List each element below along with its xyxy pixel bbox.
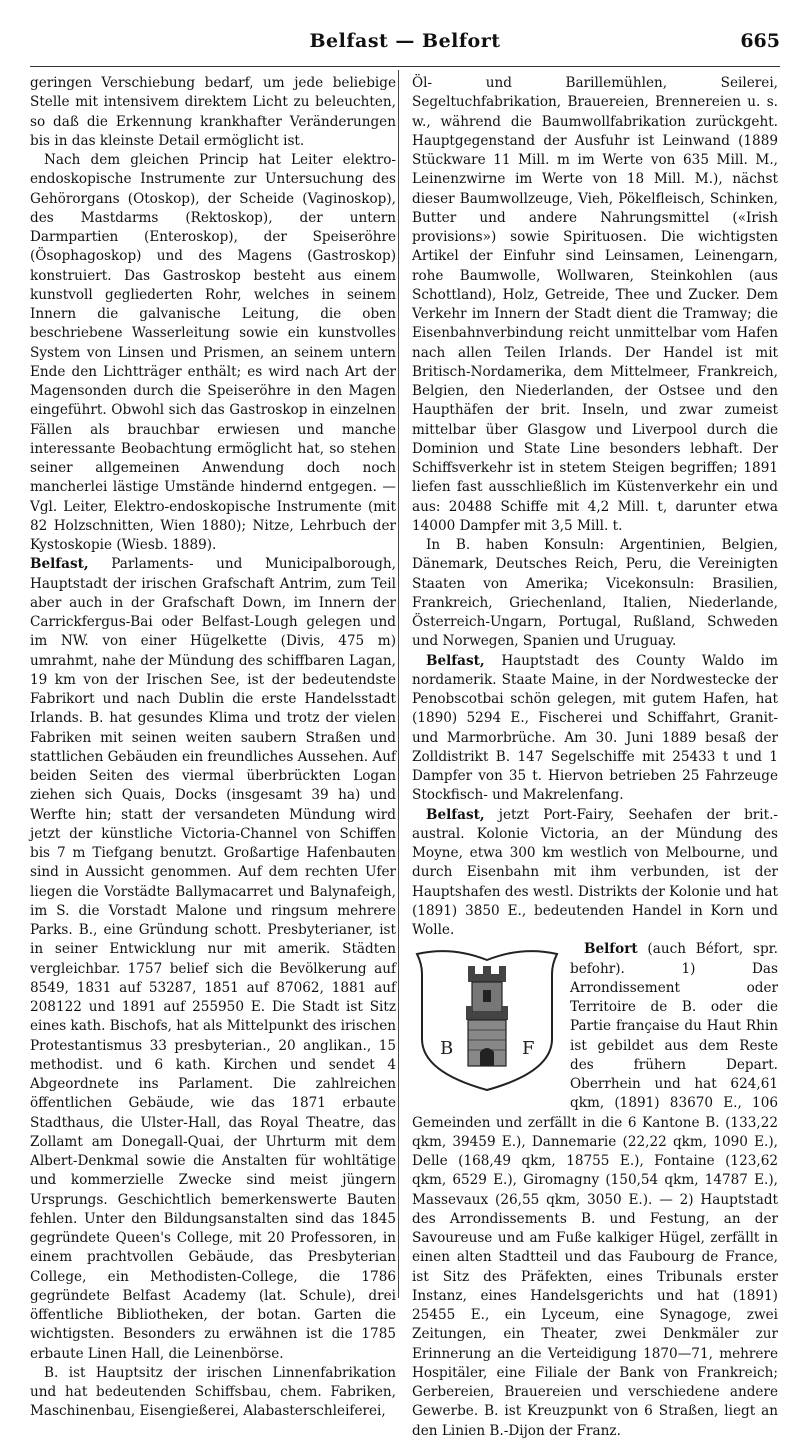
entry-body: (auch Béfort, spr. befohr). 1) Das Arrondissement oder Territoire de B. oder die Partie française du Haut Rhin ist gebildet aus dem Reste des frühern Depart. Oberrhein und hat 624,61 qkm, (1891) 83670 E., 106 Gemeinden und zerfällt in die 6 Kantone B. (133,22 qkm, 39459 E.), Dannemarie (22,22 qkm, 1090 E.), Delle (168,49 qkm, 18755 E.), Fontaine (123,62 qkm, 6529 E.), Giromagny (150,54 qkm, 14787 E.), Massevaux (26,55 qkm, 3050 E.). — 2) Hauptstadt des Arrondissements B. und Festung, an der Savoureuse und am Fuße kalkiger Hügel, zerfällt in einen alten Stadtteil und das Faubourg de France, ist Sitz des Präfekten, eines Tribunals erster Instanz, eines Handelsgerichts und hat (1891) 25455 E., ein Lyceum, eine Synagoge, zwei Zeitungen, ein Theater, zwei Denkmäler zur Erinnerung an die Verteidigung 1870—71, mehrere Hospitäler, eine Filiale der Bank von Frankreich; Gerbereien, Brauereien und verschiedene andere Gewerbe. B. ist Kreuzpunkt von 6 Straßen, liegt an den Linien B.-Dijon der Franz.	[412, 941, 778, 1439]
entry-belfast-ireland	[30, 555, 396, 1364]
entry-belfast-maine	[412, 652, 778, 806]
page-header	[30, 26, 780, 60]
paragraph: B. ist Hauptsitz der irischen Linnenfabrikation und hat bedeutenden Schiffsbau, chem. Fabriken, Maschinenbau, Eisengießerei, Alabasterschleiferei,	[30, 1364, 396, 1420]
entry-headword: Belfast,	[426, 806, 485, 823]
entry-body: jetzt Port-Fairy, Seehafen der brit.-austral. Kolonie Victoria, an der Mündung des Moyne, etwa 300 km westlich von Melbourne, und durch Eisenbahn mit ihm verbunden, ist der Hauptshafen des westl. Distrikts der Kolonie und hat (1891) 3850 E., bedeutenden Handel in Korn und Wolle.	[412, 806, 778, 938]
entry-body: Parlaments- und Municipalborough, Hauptstadt der irischen Grafschaft Antrim, zum Teil aber auch in der Grafschaft Down, im Innern der Carrickfergus-Bai oder Belfast-Lough gelegen und im NW. von einer Hügelkette (Divis, 475 m) umrahmt, nahe der Mündung des schiffbaren Lagan, 19 km von der Irischen See, ist der bedeutendste Fabrikort und nach Dublin die erste Handelsstadt Irlands. B. hat gesundes Klima und trotz der vielen Fabriken mit seinen weiten saubern Straßen und stattlichen Gebäuden ein freundliches Aussehen. Auf beiden Seiten des viermal überbrückten Logan ziehen sich Quais, Docks (insgesamt 39 ha) und Werfte hin; statt der versandeten Mündung wird jetzt der künstliche Victoria-Channel von Schiffen bis 7 m Tiefgang benutzt. Großartige Hafenbauten sind in Aussicht genommen. Auf dem rechten Ufer liegen die Vorstädte Ballymacarret und Balynafeigh, im S. die Vorstadt Malone und ringsum mehrere Parks. B., eine Gründung schott. Presbyterianer, ist in seiner Entwicklung nur mit amerik. Städten vergleichbar. 1757 belief sich die Bevölkerung auf 8549, 1831 auf 53287, 1851 auf 87062, 1881 auf 208122 und 1891 auf 255950 E. Die Stadt ist Sitz eines kath. Bischofs, hat als Mittelpunkt des irischen Protestantismus 33 presbyterian., 20 anglikan., 15 methodist. und 6 kath. Kirchen und sendet 4 Abgeordnete ins Parlament. Die zahlreichen öffentlichen Gebäude, wie das 1871 erbaute Stadthaus, die Ulster-Hall, das Royal Theatre, das Zollamt am Donegall-Quai, der Uhrturm mit dem Albert-Denkmal sowie die Anstalten für wohltätige und kommerzielle Zwecke sind meist jüngern Ursprungs. Geschichtlich bemerkenswerte Bauten fehlen. Unter den Bildungsanstalten sind das 1845 gegründete Queen's College, mit 20 Professoren, in einem prachtvollen Gebäude, das Presbyterian College, ein Methodisten-College, die 1786 gegründete Belfast Academy (lat. Schule), drei öffentliche Bibliotheken, der botan. Garten die wichtigsten. Besonders zu erwähnen ist die 1785 erbaute Linen Hall, die Leinenbörse.	[30, 556, 396, 1362]
paragraph: In B. haben Konsuln: Argentinien, Belgien, Dänemark, Deutsches Reich, Peru, die Vereinigten Staaten von Amerika; Vicekonsuln: Brasilien, Frankreich, Griechenland, Italien, Niederlande, Österreich-Ungarn, Portugal, Rußland, Schweden und Norwegen, Spanien und Uruguay.	[412, 537, 778, 650]
crest-letter-b: B	[440, 1038, 454, 1060]
coat-of-arms-icon	[412, 944, 562, 1094]
entry-belfast-victoria	[412, 806, 778, 941]
header-rule	[30, 66, 780, 67]
paragraph: Öl- und Barillemühlen, Seilerei, Segeltuchfabrikation, Brauereien, Brennereien u. s. w., während die Baumwollfabrikation zurückgeht. Hauptgegenstand der Ausfuhr ist Leinwand (1889 Stückware 11 Mill. m im Werte von 635 Mill. M., Leinenzwirne im Werte von 18 Mill. M.), nächst dieser Baumwollzeuge, Vieh, Pökelfleisch, Schinken, Butter und andere Nahrungsmittel («Irish provisions») sowie Spirituosen. Die wichtigsten Artikel der Einfuhr sind Leinsamen, Leinengarn, rohe Baumwolle, Wollwaren, Steinkohlen (aus Schottland), Holz, Getreide, Thee und Zucker. Dem Verkehr im Innern der Stadt dient die Tramway; die Eisenbahnverbindung reicht unmittelbar vom Hafen nach allen Teilen Irlands. Der Handel ist mit Britisch-Nordamerika, dem Mittelmeer, Frankreich, Belgien, den Niederlanden, der Ostsee und den Haupthäfen der brit. Inseln, und zwar zumeist mittelbar über Glasgow und Liverpool durch die Dominion und State Line besonders lebhaft. Der Schiffsverkehr ist in stetem Steigen begriffen; 1891 liefen fast ausschließlich im Küstenverkehr ein und aus: 20488 Schiffe mit 4,2 Mill. t, darunter etwa 14000 Dampfer mit 3,5 Mill. t.	[412, 75, 778, 534]
left-column	[30, 74, 396, 1420]
paragraph: Nach dem gleichen Princip hat Leiter elektro-endoskopische Instrumente zur Untersuchung des Gehörorgans (Otoskop), der Scheide (Vaginoskop), des Mastdarms (Rektoskop), der untern Darmpartien (Enteroskop), der Speiseröhre (Ösophagoskop) und des Magens (Gastroskop) konstruiert. Das Gastroskop besteht aus einem kunstvoll gegliederten Rohr, welches in seinem Innern die galvanische Leitung, die oben beschriebene Wasserleitung sowie ein kunstvolles System von Linsen und Prismen, an seinem untern Ende den Lichtträger enthält; es wird nach Art der Magensonden durch die Speiseröhre in den Magen eingeführt. Obwohl sich das Gastroskop in einzelnen Fällen als brauchbar erwiesen und manche interessante Beobachtung ermöglicht hat, so stehen seiner allgemeinen Anwendung doch noch mancherlei lästige Umstände hindernd entgegen. — Vgl. Leiter, Elektro-endoskopische Instrumente (mit 82 Holzschnitten, Wien 1880); Nitze, Lehrbuch der Kystoskopie (Wiesb. 1889).	[30, 152, 396, 553]
entry-headword: Belfort	[584, 941, 638, 958]
column-divider	[398, 70, 399, 1298]
crest-letter-f: F	[522, 1038, 535, 1060]
entry-headword: Belfast,	[30, 556, 89, 573]
paragraph: geringen Verschiebung bedarf, um jede beliebige Stelle mit intensivem direktem Licht zu beleuchten, so daß die Erkennung krankhafter Veränderungen bis in das kleinste Detail ermöglicht ist.	[30, 75, 396, 149]
right-column	[412, 74, 778, 1439]
page-number: 665	[740, 30, 780, 52]
entry-body: Hauptstadt des County Waldo im nordamerik. Staate Maine, in der Nordwestecke der Penobscotbai schön gelegen, mit gutem Hafen, hat (1890) 5294 E., Fischerei und Schiffahrt, Granit- und Marmorbrüche. Am 30. Juni 1889 besaß der Zolldistrikt B. 147 Segelschiffe mit 25433 t und 1 Dampfer von 35 t. Hiervon betrieben 25 Fahrzeuge Stockfisch- und Makrelenfang.	[412, 652, 778, 804]
page-title: Belfast — Belfort	[309, 30, 501, 52]
entry-belfort	[412, 940, 778, 1441]
entry-headword: Belfast,	[426, 652, 485, 669]
